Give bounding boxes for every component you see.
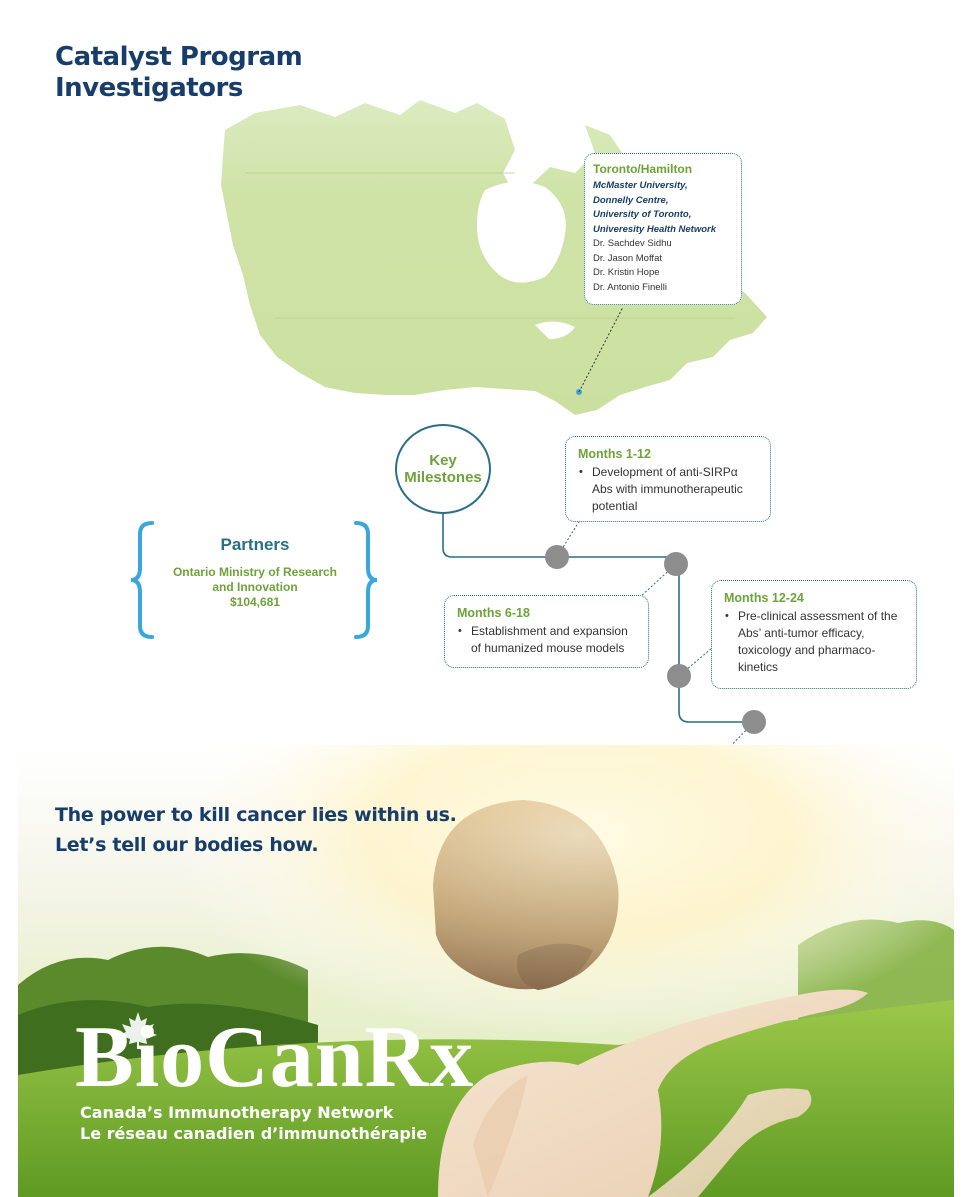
tagline-line-2: Let’s tell our bodies how. — [55, 834, 319, 856]
location-box — [584, 153, 742, 305]
partner-org-line-2: and Innovation — [212, 580, 298, 594]
key-milestones-line-2: Milestones — [404, 469, 482, 486]
institution-item: Donnelly Centre, — [593, 194, 669, 206]
investigator-item: Dr. Antonio Finelli — [593, 281, 667, 293]
milestone-text: • Establishment and expansion of humanized mouse models — [457, 623, 636, 657]
investigator-item: Dr. Sachdev Sidhu — [593, 238, 672, 249]
tagline-line-1: The power to kill cancer lies within us. — [55, 804, 457, 826]
timeline-node — [667, 664, 691, 688]
location-title: Toronto/Hamilton — [593, 162, 693, 176]
connector-2 — [640, 564, 676, 597]
tagline — [55, 800, 457, 860]
key-milestones-line-1: Key — [429, 452, 457, 469]
title-line-1: Catalyst Program — [55, 42, 303, 72]
milestone-title: Months 1-12 — [578, 447, 651, 461]
milestone-text: • Development of anti-SIRPα Abs with immunotherapeutic potential — [578, 464, 758, 515]
timeline-node — [742, 710, 766, 734]
connector-3 — [679, 648, 712, 676]
milestone-box-1 — [565, 436, 771, 522]
institution-item: McMaster University, — [593, 180, 688, 191]
institution-item: University of Toronto, — [593, 209, 692, 220]
milestone-box-2 — [444, 595, 649, 668]
milestone-box-3 — [711, 580, 917, 689]
logo-tagline-en: Canada’s Immunotherapy Network — [80, 1103, 394, 1122]
logo-wordmark: BioCanRx — [75, 1009, 475, 1106]
milestone-title: Months 6-18 — [457, 606, 530, 620]
milestone-text: • Pre-clinical assessment of the Abs’ anti-tumor efficacy, toxicology and pharmaco-kinetics — [724, 608, 904, 676]
institution-item: Univeresity Health Network — [593, 223, 717, 235]
investigator-item: Dr. Kristin Hope — [593, 267, 660, 278]
timeline-node — [664, 552, 688, 576]
partner-org-line-1: Ontario Ministry of Research — [172, 565, 338, 579]
partner-amount: $104,681 — [229, 595, 281, 609]
key-milestones-circle — [395, 424, 491, 514]
logo-tagline-fr: Le réseau canadien d’immunothérapie — [80, 1124, 428, 1143]
partners-block — [150, 535, 360, 610]
investigator-item: Dr. Jason Moffat — [593, 252, 662, 264]
partners-heading: Partners — [220, 535, 290, 554]
connector-1 — [557, 520, 580, 557]
milestone-title: Months 12-24 — [724, 591, 804, 605]
title-line-2: Investigators — [55, 73, 243, 103]
timeline-node — [545, 545, 569, 569]
